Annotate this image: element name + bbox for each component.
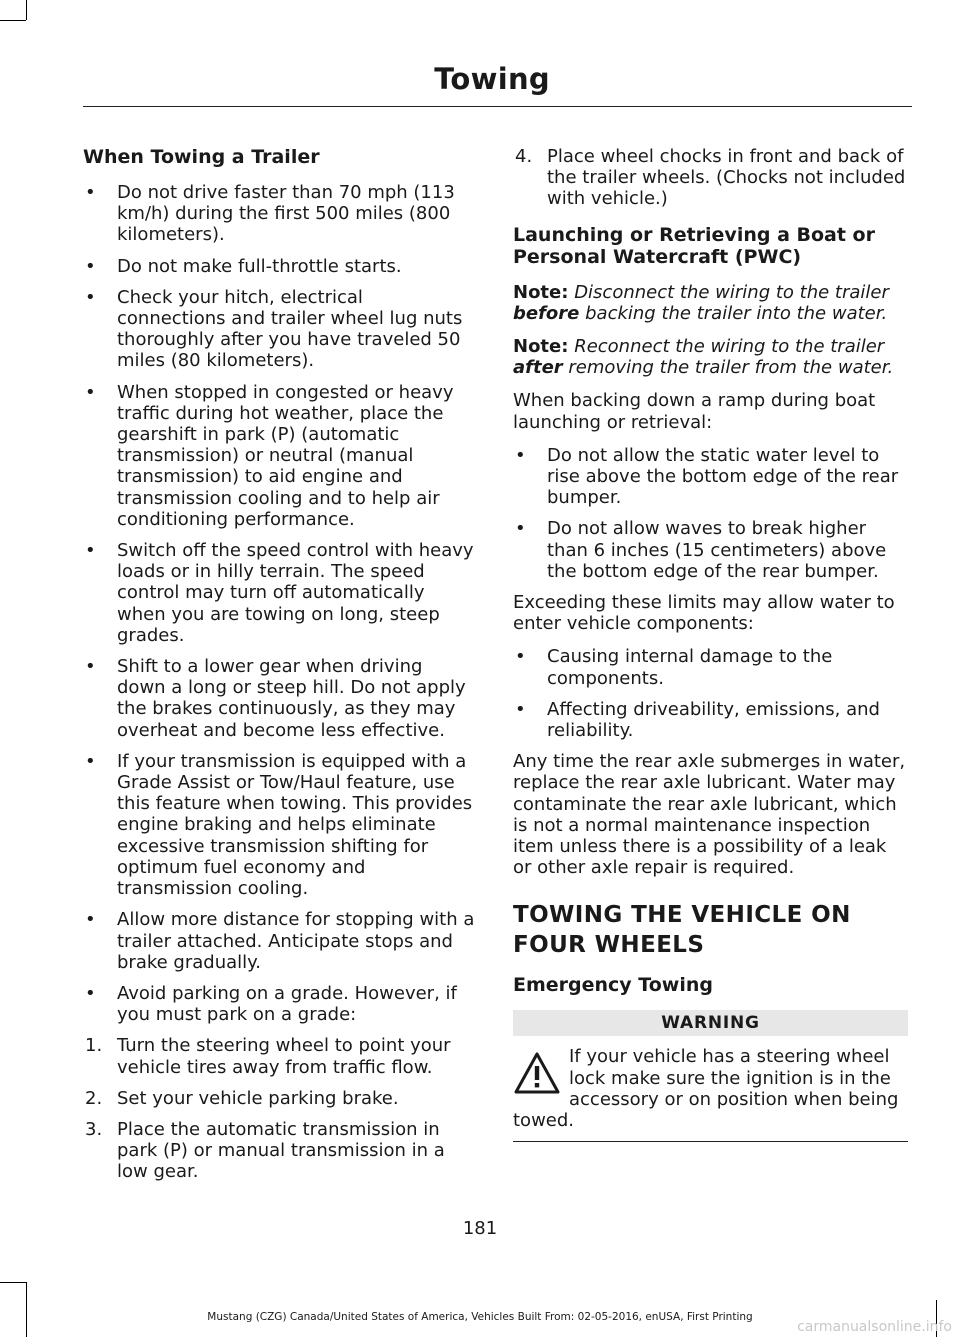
step-item: 1. Turn the steering wheel to point your vehicle tires away from traffic flow.: [85, 1035, 451, 1078]
crop-mark: [0, 20, 26, 21]
list-item: • If your transmission is equipped with a Grade Assist or Tow/Haul feature, use this feature when towing. This provides engine braking and helps eliminate excessive transmission shifting for optimum fuel economy and transmission cooling.: [85, 750, 473, 900]
edition-footer: Mustang (CZG) Canada/United States of America, Vehicles Built From: 02-05-2016, enUSA, First Printing: [207, 1311, 753, 1323]
bullet-icon: •: [85, 286, 96, 308]
paragraph: Any time the rear axle submerges in water, replace the rear axle lubricant. Water may contaminate the rear axle lubricant, which is not a normal maintenance inspection item unless there is a possibility of a leak or other axle repair is required.: [513, 751, 906, 879]
paragraph: Exceeding these limits may allow water to enter vehicle components:: [513, 592, 895, 635]
list-item: • When stopped in congested or heavy traffic during hot weather, place the gearshift in park (P) (automatic transmission) or neutral (manual transmission) to aid engine and transmission cooling and to help air conditioning performance.: [85, 381, 454, 530]
warning-divider: [513, 1141, 908, 1142]
warning-label: WARNING: [513, 1010, 908, 1036]
step-item: 3. Place the automatic transmission in park (P) or manual transmission in a low gear.: [85, 1118, 445, 1183]
bullet-icon: •: [515, 518, 526, 540]
ramp-bullet-list: [513, 445, 908, 582]
page-title: Towing: [434, 62, 550, 96]
bullet-icon: •: [515, 698, 526, 720]
list-item: • Allow more distance for stopping with a trailer attached. Anticipate stops and brake gradually.: [85, 909, 475, 973]
crop-mark: [26, 0, 27, 20]
step-item: 2. Set your vehicle parking brake.: [85, 1087, 399, 1109]
exceed-bullet-list: [513, 646, 908, 741]
subsection-heading: Emergency Towing: [513, 974, 713, 997]
bullet-icon: •: [85, 255, 96, 277]
list-item: • Do not allow the static water level to rise above the bottom edge of the rear bumper.: [515, 444, 899, 509]
page-number: 181: [462, 1218, 498, 1239]
step-number: 3.: [85, 1118, 103, 1140]
left-column: [83, 146, 475, 1193]
list-item: • Do not allow waves to break higher than 6 inches (15 centimeters) above the bottom edge of the rear bumper.: [515, 518, 887, 582]
crop-mark: [26, 1282, 27, 1337]
step-number: 2.: [85, 1087, 103, 1109]
header-divider: [83, 106, 912, 107]
bullet-icon: •: [85, 540, 96, 562]
bullet-icon: •: [85, 381, 96, 403]
bullet-icon: •: [85, 982, 96, 1004]
bullet-icon: •: [85, 909, 96, 931]
bullet-icon: •: [515, 646, 526, 668]
list-item: • Do not make full-throttle starts.: [85, 255, 402, 277]
paragraph: When backing down a ramp during boat launching or retrieval:: [513, 390, 876, 433]
bullet-icon: •: [85, 750, 96, 772]
list-item: • Check your hitch, electrical connections and trailer wheel lug nuts thoroughly after you have traveled 50 miles (80 kilometers).: [85, 286, 463, 372]
watermark: carmanualsonline.info: [797, 1319, 952, 1335]
note: Note: Reconnect the wiring to the trailer after removing the trailer from the water.: [513, 336, 894, 379]
warning-box: [513, 1046, 908, 1131]
list-item: • Switch off the speed control with heavy loads or in hilly terrain. The speed control may turn off automatically when you are towing on long, steep grades.: [85, 540, 474, 646]
list-item: • Shift to a lower gear when driving down a long or steep hill. Do not apply the brakes continuously, as they may overheat and become less effective.: [85, 656, 466, 741]
list-item: • Avoid parking on a grade. However, if you must park on a grade:: [85, 982, 457, 1026]
note: Note: Disconnect the wiring to the trailer before backing the trailer into the water.: [513, 281, 889, 324]
right-column: [513, 146, 908, 1142]
bullet-icon: •: [85, 182, 96, 203]
list-item: • Causing internal damage to the components.: [515, 646, 833, 689]
towing-bullet-list: [83, 182, 475, 1025]
warning-triangle-icon: [513, 1050, 561, 1096]
parking-steps-list: [83, 1035, 475, 1182]
section-heading: When Towing a Trailer: [83, 146, 320, 168]
step-item: 4. Place wheel chocks in front and back of the trailer wheels. (Chocks not included with vehicle.): [515, 146, 906, 210]
crop-mark: [0, 1282, 26, 1283]
step-number: 4.: [515, 146, 533, 167]
bullet-icon: •: [85, 656, 96, 678]
list-item: • Do not drive faster than 70 mph (113 km/h) during the first 500 miles (800 kilometers).: [85, 182, 455, 246]
section-title: TOWING THE VEHICLE ON FOUR WHEELS: [513, 902, 851, 959]
warning-text: If your vehicle has a steering wheel lock make sure the ignition is in the accessory or on position when being towed.: [513, 1046, 899, 1132]
bullet-icon: •: [515, 444, 526, 466]
parking-steps-list-continued: [513, 146, 908, 210]
step-number: 1.: [85, 1035, 103, 1057]
section-heading: Launching or Retrieving a Boat or Personal Watercraft (PWC): [513, 223, 875, 268]
list-item: • Affecting driveability, emissions, and reliability.: [515, 698, 880, 742]
